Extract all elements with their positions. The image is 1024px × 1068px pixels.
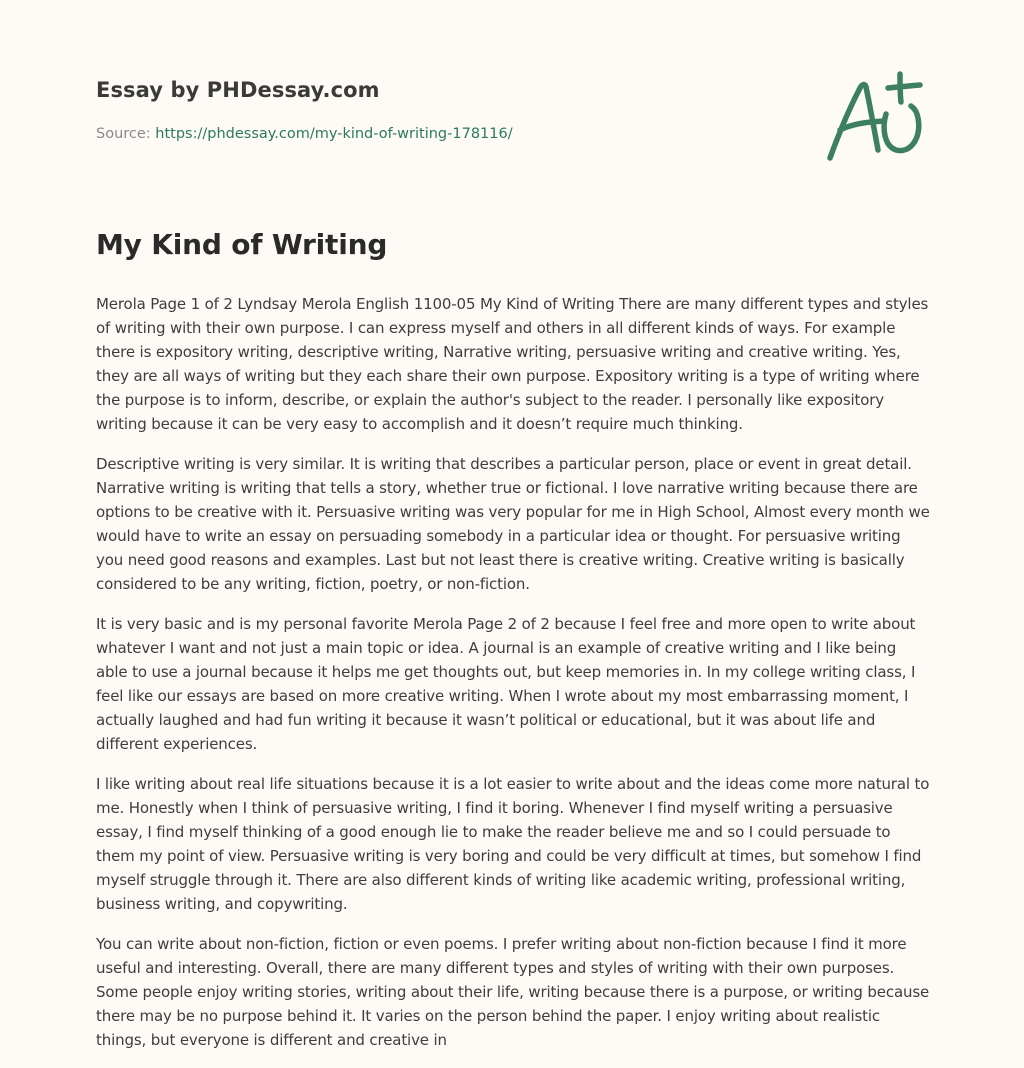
a-plus-logo-icon <box>818 66 930 166</box>
essay-content <box>96 226 930 1068</box>
source-line <box>96 124 796 144</box>
essay-paragraph-1: Merola Page 1 of 2 Lyndsay Merola English 1100-05 My Kind of Writing There are many different types and styles of writing with their own purpose. I can express myself and others in all different kinds of ways. For example there is expository writing, descriptive writing, Narrative writing, persuasive writing and creative writing. Yes, they are all ways of writing but they each share their own purpose. Expository writing is a type of writing where the purpose is to inform, describe, or explain the author's subject to the reader. I personally like expository writing because it can be very easy to accomplish and it doesn’t require much thinking. <box>96 295 929 433</box>
essay-paragraph-3: It is very basic and is my personal favorite Merola Page 2 of 2 because I feel free and more open to write about whatever I want and not just a main topic or idea. A journal is an example of creative writing and I like being able to use a journal because it helps me get thoughts out, but keep memories in. In my college writing class, I feel like our essays are based on more creative writing. When I wrote about my most embarrassing moment, I actually laughed and had fun writing it because it wasn’t political or educational, but it was about life and different experiences. <box>96 615 916 753</box>
source-link[interactable]: https://phdessay.com/my-kind-of-writing-178116/ <box>155 126 513 142</box>
essay-title: My Kind of Writing <box>96 228 388 261</box>
source-label: Source: <box>96 126 156 142</box>
site-title: Essay by PHDessay.com <box>96 78 380 102</box>
essay-paragraph-2: Descriptive writing is very similar. It is writing that describes a particular person, place or event in great detail. Narrative writing is writing that tells a story, whether true or fictional. I love narrative writing because there are options to be creative with it. Persuasive writing was very popular for me in High School, Almost every month we would have to write an essay on persuading somebody in a particular idea or thought. For persuasive writing you need good reasons and examples. Last but not least there is creative writing. Creative writing is basically considered to be any writing, fiction, poetry, or non-fiction. <box>96 455 930 593</box>
essay-paragraph-5: You can write about non-fiction, fiction or even poems. I prefer writing about non-fiction because I find it more useful and interesting. Overall, there are many different types and styles of writing with their own purposes. Some people enjoy writing stories, writing about their life, writing because there is a purpose, or writing because there may be no purpose behind it. It varies on the person behind the paper. I enjoy writing about realistic things, but everyone is different and creative in <box>96 935 930 1049</box>
essay-paragraph-4: I like writing about real life situations because it is a lot easier to write about and the ideas come more natural to me. Honestly when I think of persuasive writing, I find it boring. Whenever I find myself writing a persuasive essay, I find myself thinking of a good enough lie to make the reader believe me and so I could persuade to them my point of view. Persuasive writing is very boring and could be very difficult at times, but somehow I find myself struggle through it. There are also different kinds of writing like academic writing, professional writing, business writing, and copywriting. <box>96 775 930 913</box>
page-header <box>96 76 796 144</box>
